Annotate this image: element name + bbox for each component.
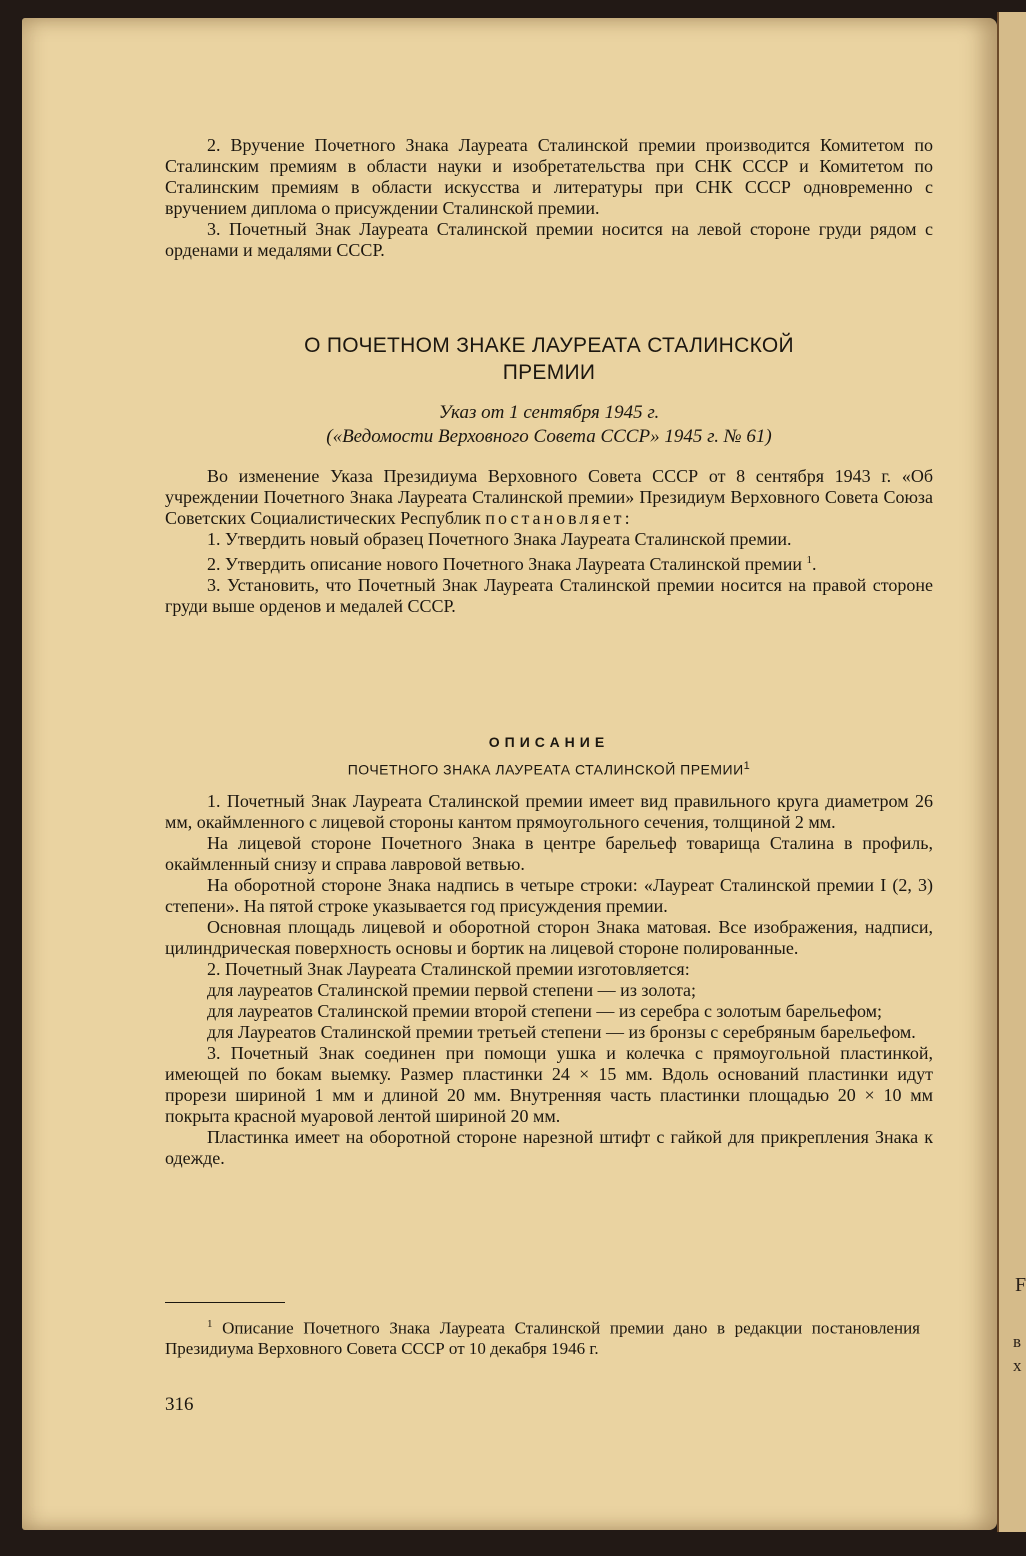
paragraph: Пластинка имеет на оборотной стороне нарезной штифт с гайкой для прикрепления Знака к одежде. [165, 1127, 933, 1168]
paragraph: для Лауреатов Сталинской премии третьей степени — из бронзы с серебряным барельефом. [207, 1022, 916, 1042]
footnote-marker: 1 [207, 1318, 213, 1330]
paragraph: 1. Утвердить новый образец Почетного Знака Лауреата Сталинской премии. [207, 529, 792, 549]
paragraph: для лауреатов Сталинской премии первой степени — из золота; [207, 980, 697, 1000]
footnote: $^1$ Описание Почетного Знака Лауреата Сталинской премии дано в редакции постановления Президиума Верховного Совета СССР от 10 декабря 1946 г. [165, 1318, 920, 1358]
paragraph: Основная площадь лицевой и оборотной сторон Знака матовая. Все изображения, надписи, цилиндрическая поверхность основы и бортик на лицевой стороне полированные. [165, 917, 933, 958]
decree-continuation [165, 135, 933, 261]
paragraph: На оборотной стороне Знака надпись в четыре строки: «Лауреат Сталинской премии I (2, 3) степени». На пятой строке указывается год присуждения премии. [165, 875, 933, 916]
paragraph: 2. Утвердить описание нового Почетного Знака Лауреата Сталинской премии $^1$. [207, 554, 817, 574]
next-page-fragment: в [1013, 1332, 1022, 1351]
paragraph: 3. Почетный Знак соединен при помощи ушка и колечка с прямоугольной пластинкой, имеющей по бокам выемку. Размер пластинки 24 × 15 мм. Вдоль оснований пластинки идут прорези шириной 1 мм и длиной 20 мм. Внутренняя часть пластинки площадью 20 × 10 мм покрыта красной муаровой лентой шириной 20 мм. [165, 1043, 933, 1126]
paragraph: 1. Почетный Знак Лауреата Сталинской премии имеет вид правильного круга диаметром 26 мм, окаймленного с лицевой стороны кантом прямоугольного сечения, толщиной 2 мм. [165, 791, 933, 832]
paragraph: 2. Почетный Знак Лауреата Сталинской премии изготовляется: [207, 959, 690, 979]
paragraph: 3. Установить, что Почетный Знак Лауреата Сталинской премии носится на правой стороне груди выше орденов и медалей СССР. [165, 575, 933, 616]
paragraph: 2. Вручение Почетного Знака Лауреата Сталинской премии производится Комитетом по Сталинским премиям в области науки и изобретательства при СНК СССР и Комитетом по Сталинским премиям в области искусства и литературы при СНК СССР одновременно с вручением диплома о присуждении Сталинской премии. [165, 135, 933, 218]
description-subtitle: ПОЧЕТНОГО ЗНАКА ЛАУРЕАТА СТАЛИНСКОЙ ПРЕМИИ$^1$ [347, 760, 751, 778]
description-body [165, 791, 933, 1169]
description-title: ОПИСАНИЕ [488, 734, 610, 750]
paragraph: Во изменение Указа Президиума Верховного Совета СССР от 8 сентября 1943 г. «Об учреждении Почетного Знака Лауреата Сталинской премии» Президиум Верховного Совета Союза Советских Социалистических Республик постановляет: [165, 466, 933, 528]
next-page-fragment: F [1015, 1274, 1026, 1296]
paragraph: На лицевой стороне Почетного Знака в центре барельеф товарища Сталина в профиль, окаймленный снизу и справа лавровой ветвью. [165, 833, 933, 874]
next-page-edge [997, 12, 1026, 1532]
paragraph: 3. Почетный Знак Лауреата Сталинской премии носится на левой стороне груди рядом с орденами и медалями СССР. [165, 219, 933, 260]
page-number: 316 [165, 1394, 194, 1415]
paragraph: для лауреатов Сталинской премии второй степени — из серебра с золотым барельефом; [207, 1001, 883, 1021]
section-title: О ПОЧЕТНОМ ЗНАКЕ ЛАУРЕАТА СТАЛИНСКОЙ ПРЕМИИ [304, 334, 794, 384]
next-page-fragment: х [1013, 1356, 1022, 1375]
decree-body [165, 466, 933, 617]
footnote-marker: 1 [743, 760, 751, 772]
footnote-marker: 1 [806, 554, 812, 566]
footnote-rule [165, 1302, 285, 1303]
decree-reference: Указ от 1 сентября 1945 г. («Ведомости Верховного Совета СССР» 1945 г. № 61) [326, 402, 772, 447]
spaced-word: постановляет [485, 508, 625, 528]
